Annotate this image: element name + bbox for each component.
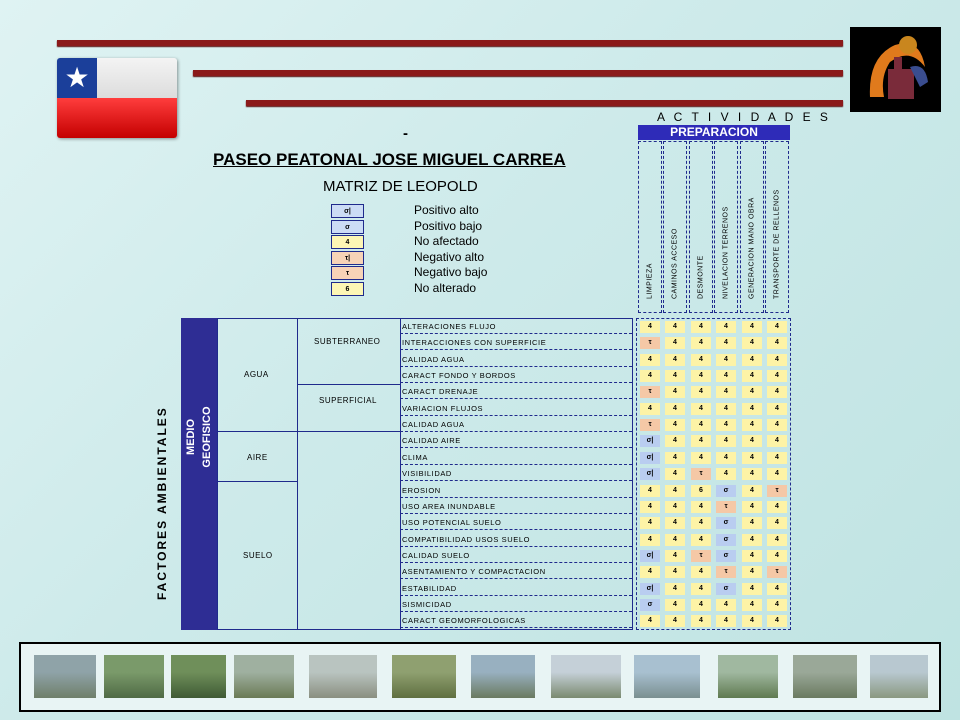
matrix-cell: 4	[767, 354, 787, 366]
factor-row-label: EROSION	[400, 484, 632, 498]
activity-label: LIMPIEZA	[646, 263, 654, 299]
photo-thumbnail	[104, 655, 164, 698]
matrix-cell: 4	[767, 599, 787, 611]
phase-header: PREPARACION	[638, 125, 790, 140]
matrix-cell: τ	[716, 501, 736, 513]
factor-row-label: CALIDAD AGUA	[400, 418, 632, 432]
matrix-cell: 4	[665, 517, 685, 529]
factor-row-label: CARACT GEOMORFOLOGICAS	[400, 614, 632, 628]
matrix-cell: σ|	[640, 468, 660, 480]
matrix-cell: 4	[742, 386, 762, 398]
matrix-subtitle: MATRIZ DE LEOPOLD	[323, 178, 478, 195]
matrix-cell: 4	[640, 354, 660, 366]
activity-column-header	[765, 141, 789, 313]
header-bar-3	[246, 100, 843, 106]
matrix-cell: 4	[665, 386, 685, 398]
factor-row-label: VISIBILIDAD	[400, 467, 632, 481]
matrix-cell: 4	[691, 354, 711, 366]
matrix-cell: 4	[742, 452, 762, 464]
activity-column-header	[714, 141, 738, 313]
activity-label: GENERACION MANO OBRA	[748, 197, 756, 299]
matrix-cell: 4	[742, 468, 762, 480]
matrix-cell: 4	[640, 615, 660, 627]
activity-column-header	[638, 141, 662, 313]
matrix-cell: σ	[716, 517, 736, 529]
factor-row-label: ALTERACIONES FLUJO	[400, 320, 632, 334]
activity-label: DESMONTE	[697, 255, 705, 299]
matrix-cell: 4	[767, 419, 787, 431]
matrix-cell: 4	[767, 534, 787, 546]
legend-swatch: 4	[331, 235, 364, 249]
matrix-cell: 4	[742, 419, 762, 431]
matrix-cell: 4	[716, 370, 736, 382]
medio-label-line-1: MEDIO	[185, 418, 197, 456]
factor-row-label: VARIACION FLUJOS	[400, 402, 632, 416]
factor-row-label: ESTABILIDAD	[400, 582, 632, 596]
matrix-cell: σ|	[640, 435, 660, 447]
photo-thumbnail	[171, 655, 226, 698]
matrix-cell: 4	[665, 452, 685, 464]
matrix-cell: 4	[716, 435, 736, 447]
photo-thumbnail	[718, 655, 778, 698]
matrix-cell: 4	[665, 485, 685, 497]
matrix-cell: 4	[767, 615, 787, 627]
matrix-cell: 4	[767, 337, 787, 349]
factor-row-label: SISMICIDAD	[400, 598, 632, 612]
matrix-cell: 4	[691, 321, 711, 333]
legend-label: No afectado	[414, 234, 479, 248]
matrix-cell: 4	[742, 534, 762, 546]
factor-row-label: CARACT DRENAJE	[400, 385, 632, 399]
subgroup-divider	[297, 318, 401, 385]
matrix-cell: 4	[665, 403, 685, 415]
activity-column-header	[689, 141, 713, 313]
matrix-cell: τ	[640, 419, 660, 431]
matrix-cell: 4	[665, 419, 685, 431]
medio-label-line-2: GEOFISICO	[201, 406, 213, 468]
subgroup-divider-2	[297, 384, 401, 432]
factor-row-label: INTERACCIONES CON SUPERFICIE	[400, 336, 632, 350]
matrix-cell: 4	[665, 337, 685, 349]
matrix-cell: 4	[691, 615, 711, 627]
factor-row-label: CALIDAD AIRE	[400, 434, 632, 448]
legend-label: No alterado	[414, 280, 477, 295]
factor-row-label: CLIMA	[400, 451, 632, 465]
activity-column-header	[663, 141, 687, 313]
matrix-cell: 4	[767, 550, 787, 562]
matrix-cell: τ	[640, 386, 660, 398]
matrix-cell: 4	[665, 354, 685, 366]
matrix-cell: 4	[742, 337, 762, 349]
matrix-cell: 4	[742, 566, 762, 578]
title-mark: -	[403, 125, 408, 142]
matrix-cell: 4	[640, 403, 660, 415]
photo-thumbnail	[471, 655, 535, 698]
matrix-cell: 4	[665, 550, 685, 562]
matrix-cell: 4	[742, 517, 762, 529]
photo-thumbnail	[392, 655, 456, 698]
factor-row-label: ASENTAMIENTO Y COMPACTACION	[400, 565, 632, 579]
factor-row-label: COMPATIBILIDAD USOS SUELO	[400, 533, 632, 547]
matrix-cell: τ	[716, 566, 736, 578]
matrix-cell: 4	[716, 354, 736, 366]
matrix-cell: 4	[665, 501, 685, 513]
matrix-cell: σ	[640, 599, 660, 611]
factor-row-label: USO POTENCIAL SUELO	[400, 516, 632, 530]
group-aire: AIRE	[247, 453, 268, 462]
photo-thumbnail	[34, 655, 96, 698]
matrix-cell: 4	[742, 370, 762, 382]
matrix-cell: 4	[767, 501, 787, 513]
matrix-cell: τ	[767, 485, 787, 497]
matrix-cell: σ	[716, 485, 736, 497]
matrix-cell: 4	[742, 599, 762, 611]
matrix-cell: τ	[691, 468, 711, 480]
legend-label: Positivo alto	[414, 203, 479, 217]
activity-label: CAMINOS ACCESO	[671, 228, 679, 299]
matrix-cell: 4	[742, 485, 762, 497]
matrix-cell: 4	[665, 435, 685, 447]
matrix-cell: 4	[742, 403, 762, 415]
matrix-cell: σ	[716, 534, 736, 546]
group-suelo: SUELO	[243, 551, 273, 560]
header-bar-2	[193, 70, 843, 76]
activity-label: NIVELACION TERRENOS	[722, 206, 730, 299]
matrix-cell: 4	[665, 534, 685, 546]
matrix-cell: 4	[716, 452, 736, 464]
header-bar-1	[57, 40, 843, 46]
matrix-cell: 4	[767, 468, 787, 480]
factor-row-label: CALIDAD SUELO	[400, 549, 632, 563]
matrix-cell: 4	[691, 337, 711, 349]
legend-swatch: σ	[331, 220, 364, 234]
activity-column-header	[740, 141, 764, 313]
matrix-cell: 4	[665, 566, 685, 578]
page-title: PASEO PEATONAL JOSE MIGUEL CARREA	[213, 150, 566, 169]
matrix-cell: 4	[665, 615, 685, 627]
matrix-cell: σ|	[640, 550, 660, 562]
matrix-cell: 4	[665, 599, 685, 611]
matrix-cell: 4	[767, 321, 787, 333]
photo-thumbnail	[634, 655, 700, 698]
matrix-cell: σ	[716, 550, 736, 562]
matrix-cell: 4	[640, 566, 660, 578]
matrix-cell: 4	[691, 452, 711, 464]
matrix-cell: 4	[691, 386, 711, 398]
matrix-cell: 4	[767, 370, 787, 382]
subgroup-superficial: SUPERFICIAL	[319, 396, 377, 405]
matrix-cell: 4	[691, 566, 711, 578]
matrix-cell: 4	[665, 370, 685, 382]
matrix-cell: 4	[640, 370, 660, 382]
matrix-cell: 4	[767, 386, 787, 398]
matrix-cell: 4	[716, 403, 736, 415]
matrix-cell: 4	[665, 468, 685, 480]
matrix-cell: 4	[742, 354, 762, 366]
matrix-cell: σ	[716, 583, 736, 595]
matrix-cell: 4	[691, 403, 711, 415]
matrix-cell: 4	[716, 615, 736, 627]
matrix-cell: 4	[691, 370, 711, 382]
group-agua: AGUA	[244, 370, 269, 379]
matrix-cell: 4	[691, 599, 711, 611]
matrix-cell: 4	[716, 337, 736, 349]
matrix-cell: 4	[691, 583, 711, 595]
matrix-cell: 4	[691, 435, 711, 447]
matrix-cell: 4	[640, 534, 660, 546]
factor-row-label: USO AREA INUNDABLE	[400, 500, 632, 514]
photo-thumbnail	[870, 655, 928, 698]
matrix-cell: τ	[640, 337, 660, 349]
matrix-cell: 4	[691, 419, 711, 431]
activities-title: A C T I V I D A D E S	[657, 110, 831, 124]
matrix-cell: 4	[742, 435, 762, 447]
legend-swatch: τ|	[331, 251, 364, 265]
matrix-cell: σ|	[640, 583, 660, 595]
matrix-cell: 4	[716, 468, 736, 480]
matrix-cell: 4	[691, 517, 711, 529]
legend-swatch: τ	[331, 266, 364, 280]
matrix-cell: 4	[716, 321, 736, 333]
matrix-cell: 4	[665, 321, 685, 333]
matrix-cell: τ	[767, 566, 787, 578]
matrix-cell: 4	[742, 615, 762, 627]
subgroup-subterraneo: SUBTERRANEO	[314, 337, 381, 346]
matrix-cell: 4	[767, 435, 787, 447]
matrix-cell: 4	[742, 550, 762, 562]
logo-icon	[850, 27, 941, 112]
matrix-cell: 4	[640, 485, 660, 497]
legend-label: Positivo bajo	[414, 218, 483, 233]
matrix-cell: 4	[716, 599, 736, 611]
matrix-cell: 6	[691, 485, 711, 497]
photo-thumbnail	[309, 655, 377, 698]
matrix-cell: τ	[691, 550, 711, 562]
matrix-cell: 4	[640, 321, 660, 333]
matrix-cell: 4	[742, 321, 762, 333]
legend-label: Negativo alto	[414, 249, 485, 264]
photo-thumbnail	[234, 655, 294, 698]
matrix-cell: 4	[742, 583, 762, 595]
matrix-cell: 4	[640, 501, 660, 513]
chile-flag-icon: ★	[57, 58, 177, 138]
matrix-cell: 4	[640, 517, 660, 529]
photo-thumbnail	[793, 655, 857, 698]
matrix-cell: 4	[716, 419, 736, 431]
legend-swatch: σ|	[331, 204, 364, 218]
matrix-cell: 4	[691, 501, 711, 513]
legend-swatch: 6	[331, 282, 364, 296]
matrix-cell: 4	[767, 403, 787, 415]
matrix-cell: 4	[716, 386, 736, 398]
factor-row-label: CARACT FONDO Y BORDOS	[400, 369, 632, 383]
matrix-cell: 4	[767, 517, 787, 529]
photo-thumbnail	[551, 655, 621, 698]
legend-label: Negativo bajo	[414, 265, 488, 279]
factor-row-label: CALIDAD AGUA	[400, 353, 632, 367]
matrix-cell: 4	[691, 534, 711, 546]
matrix-cell: σ|	[640, 452, 660, 464]
matrix-cell: 4	[742, 501, 762, 513]
matrix-cell: 4	[767, 583, 787, 595]
matrix-cell: 4	[767, 452, 787, 464]
medio-label	[183, 362, 215, 512]
factores-label: FACTORES AMBIENTALES	[155, 406, 169, 600]
matrix-cell: 4	[665, 583, 685, 595]
activity-label: TRANSPORTE DE RELLENOS	[773, 189, 781, 299]
